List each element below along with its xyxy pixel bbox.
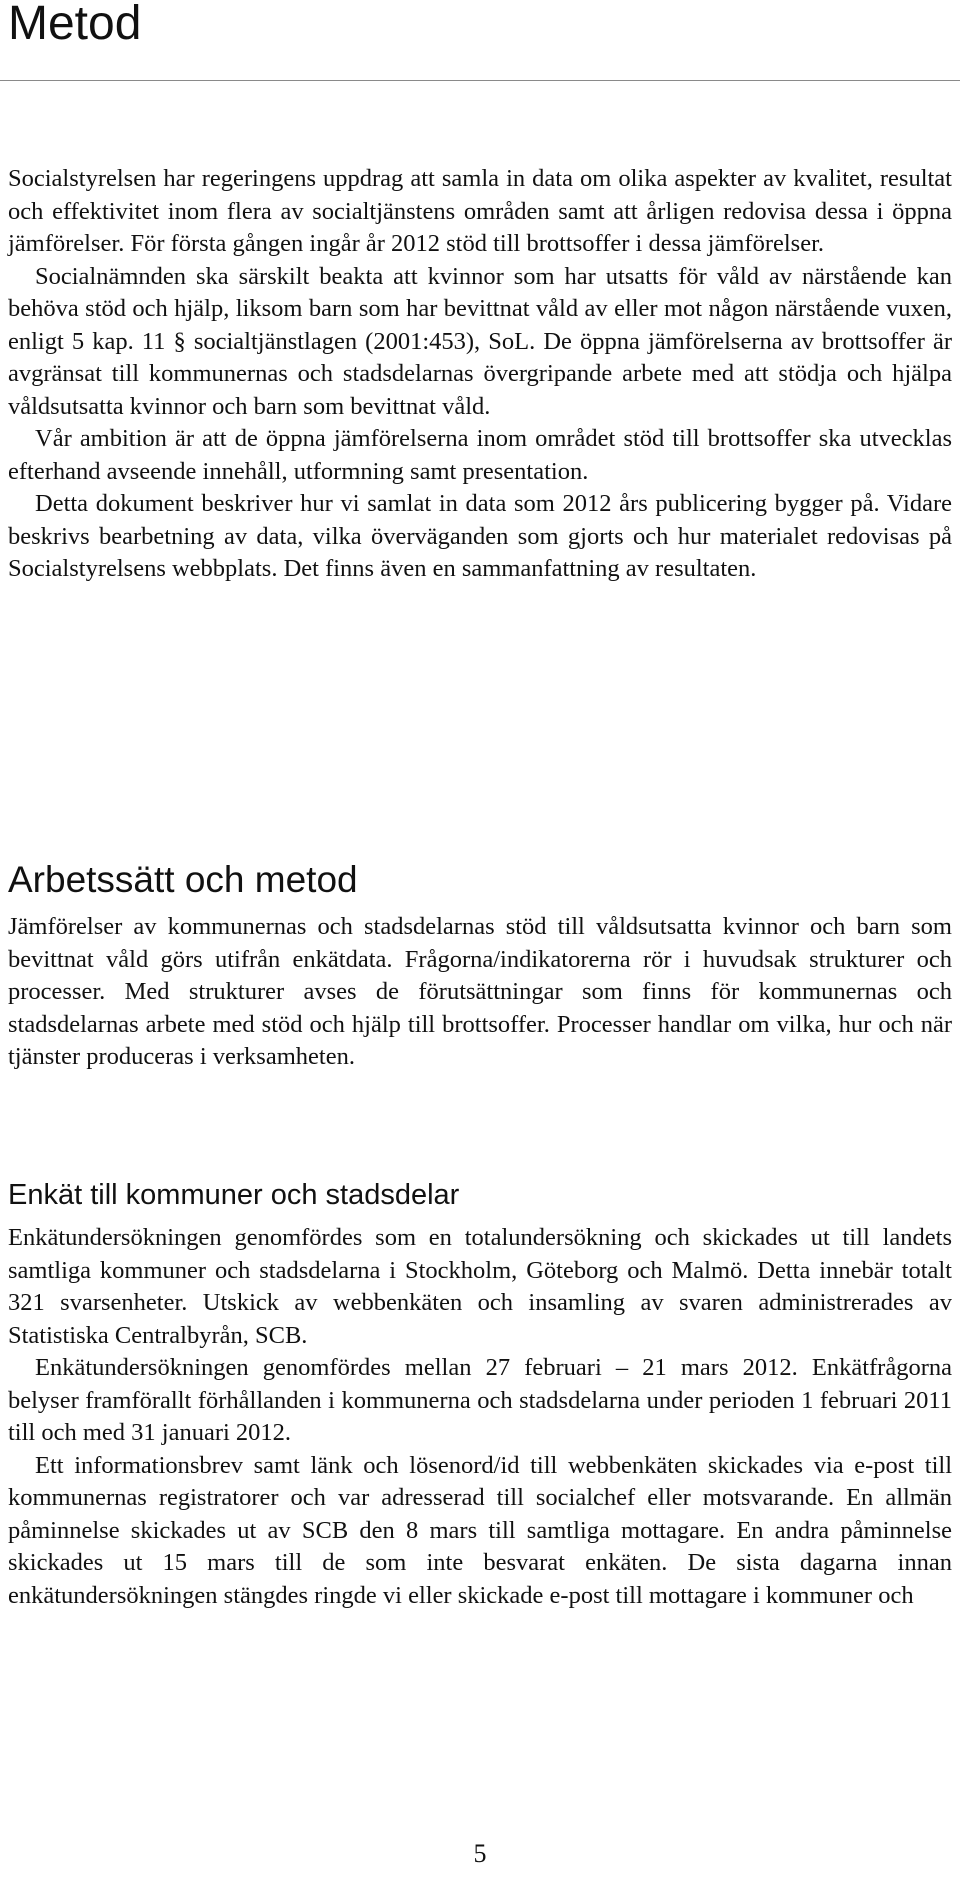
arbetssatt-paragraph-1: Jämförelser av kommunernas och stadsdelarnas stöd till våldsutsatta kvinnor och barn som bevittnat våld görs utifrån enkätdata. Frågorna/indikatorerna rör i huvudsak strukturer och processer. Med strukturer avses de förutsättningar som finns för kommunernas och stadsdelarnas arbete med stöd och hjälp till brottsoffer. Processer handlar om vilka, hur och när tjänster produceras i verksamheten. [8,913,952,1070]
enkat-paragraph-1: Enkätundersökningen genomfördes som en totalundersökning och skickades ut till landets samtliga kommuner och stadsdelarna i Stockholm, Göteborg och Malmö. Detta innebär totalt 321 svarsenheter. Utskick av webbenkäten och insamling av svaren administrerades av Statistiska Centralbyrån, SCB. [8,1224,952,1349]
intro-paragraph-4: Detta dokument beskriver hur vi samlat in data som 2012 års publicering bygger på. Vidare beskrivs bearbetning av data, vilka överväganden som gjorts och hur materialet redovisas på Socialstyrelsens webbplats. Det finns även en sammanfattning av resultaten. [8,490,952,582]
intro-paragraph-2: Socialnämnden ska särskilt beakta att kvinnor som har utsatts för våld av närstående kan behöva stöd och hjälp, liksom barn som har bevittnat våld av eller mot någon närstående vuxen, enligt 5 kap. 11 § socialtjänstlagen (2001:453), SoL. De öppna jämförelserna av brottsoffer är avgränsat till kommunernas och stadsdelarnas övergripande arbete med att stödja och hjälpa våldsutsatta kvinnor och barn som bevittnat våld. [8,262,952,420]
title-divider [0,80,960,81]
section-heading-arbetssatt: Arbetssätt och metod [8,859,358,900]
enkat-paragraph-3: Ett informationsbrev samt länk och lösenord/id till webbenkäten skickades via e-post till kommunernas registratorer och var adresserad till socialchef eller motsvarande. En allmän påminnelse skickades ut av SCB den 8 mars till samtliga mottagare. En andra påminnelse skickades ut 15 mars till de som inte besvarat enkäten. De sista dagarna innan enkätundersökningen stängdes ringde vi eller skickade e-post till mottagare i kommuner och [8,1451,952,1609]
arbetssatt-section [8,911,952,1074]
page-number: 5 [473,1839,487,1868]
enkat-paragraph-2: Enkätundersökningen genomfördes mellan 27 februari – 21 mars 2012. Enkätfrågorna belyser framförallt förhållanden i kommunerna och stadsdelarna under perioden 1 februari 2011 till och med 31 januari 2012. [8,1354,952,1446]
intro-paragraph-1: Socialstyrelsen har regeringens uppdrag att samla in data om olika aspekter av kvalitet, resultat och effektivitet inom flera av socialtjänstens områden samt att årligen redovisa dessa i öppna jämförelser. För första gången ingår år 2012 stöd till brottsoffer i dessa jämförelser. [8,165,952,257]
intro-section [8,163,952,586]
intro-paragraph-3: Vår ambition är att de öppna jämförelserna inom området stöd till brottsoffer ska utvecklas efterhand avseende innehåll, utformning samt presentation. [8,425,952,485]
enkat-section [8,1222,952,1612]
chapter-title: Metod [8,0,142,50]
section-heading-enkat: Enkät till kommuner och stadsdelar [8,1179,460,1211]
